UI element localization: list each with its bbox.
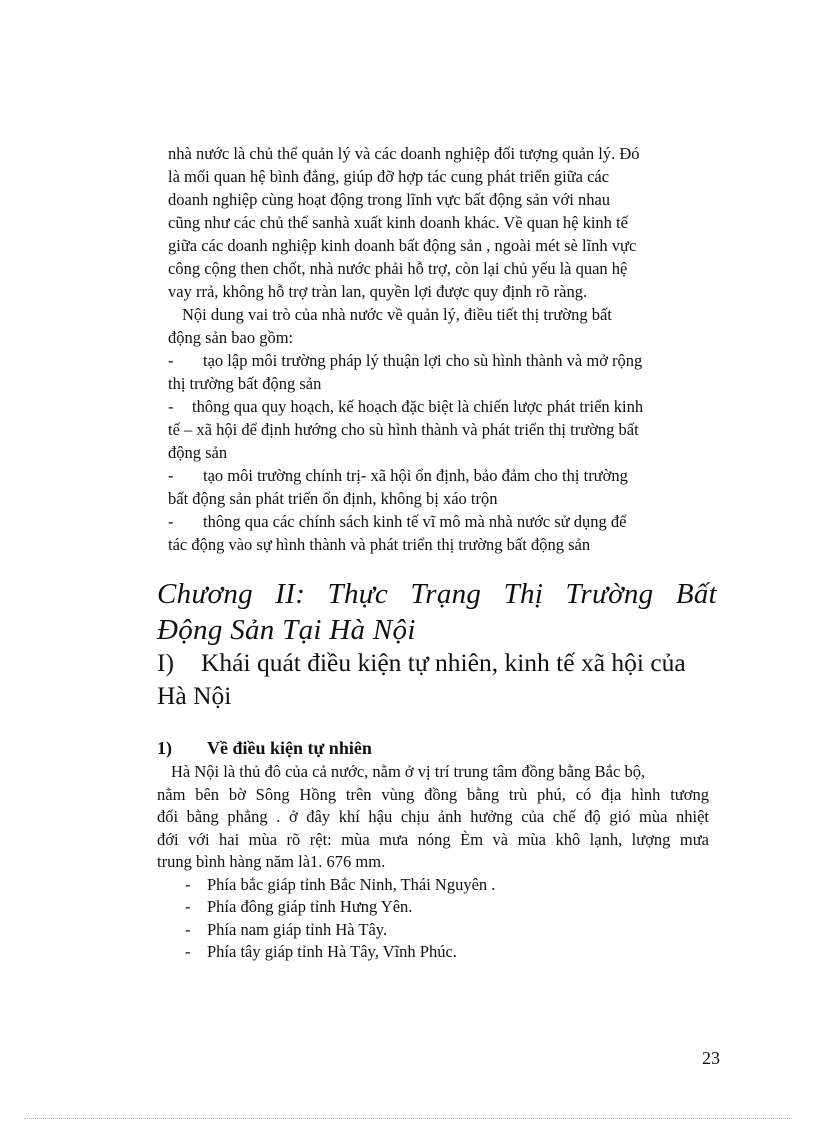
text-line: giữa các doanh nghiệp kinh doanh bất động sản , ngoài mét sè lĩnh vực <box>168 236 637 255</box>
bullet-item <box>168 464 708 487</box>
bullet-text: tạo môi trường chính trị- xã hội ổn định, bảo đảm cho thị trường <box>203 466 628 485</box>
text-line: tế – xã hội để định hướng cho sù hình thành và phát triển thị trường bất <box>168 420 639 439</box>
text-line: cũng như các chủ thể sanhà xuất kinh doanh khác. Về quan hệ kinh tế <box>168 213 628 232</box>
paragraph-state-role <box>168 142 708 556</box>
section-title-line: Hà Nội <box>157 681 232 710</box>
bullet-dash: - <box>185 942 191 961</box>
subsection-title: Về điều kiện tự nhiên <box>207 738 372 758</box>
border-text: Phía tây giáp tỉnh Hà Tây, Vĩnh Phúc. <box>207 942 457 961</box>
page-bottom-divider <box>24 1118 792 1119</box>
text-line: Nội dung vai trò của nhà nước về quản lý, điều tiết thị trường bất <box>182 305 612 324</box>
text-line: tác động vào sự hình thành và phát triển thị trường bất động sản <box>168 535 591 554</box>
chapter-title-line: Chương II: Thực Trạng Thị Trường Bất <box>157 578 717 610</box>
subsection-number: 1) <box>157 738 172 758</box>
section-heading <box>157 646 717 712</box>
text-line: doanh nghiệp cùng hoạt động trong lĩnh vực bất động sản với nhau <box>168 190 611 209</box>
text-line: nằm bên bờ Sông Hồng trên vùng đồng bằng trù phú, có địa hình tương <box>157 784 709 804</box>
border-item <box>157 919 709 942</box>
section-title-line <box>157 646 717 679</box>
section-number: I) <box>157 648 174 677</box>
text-line: vay rrả, không hỗ trợ tràn lan, quyền lợi được quy định rõ ràng. <box>168 282 588 301</box>
text-line: trung bình hàng năm là1. 676 mm. <box>157 852 386 871</box>
text-line: đới với hai mùa rõ rệt: mùa mưa nóng Èm và mùa khô lạnh, lượng mưa <box>157 829 709 849</box>
bullet-dash: - <box>185 919 191 939</box>
bullet-dash: - <box>168 397 174 416</box>
subsection-heading <box>157 736 372 760</box>
paragraph-natural-conditions <box>157 761 709 964</box>
bullet-dash: - <box>168 351 174 370</box>
bullet-text: thông qua các chính sách kinh tế vĩ mô mà nhà nước sử dụng để <box>203 512 627 531</box>
border-item <box>157 896 709 919</box>
chapter-heading <box>157 576 717 648</box>
text-line: đối bằng phẳng . ở đây khí hậu chịu ảnh hưởng của chế độ gió mùa nhiệt <box>157 807 709 826</box>
border-item <box>157 941 709 964</box>
bullet-text: tạo lập môi trường pháp lý thuận lợi cho sù hình thành và mở rộng <box>203 351 643 370</box>
bullet-dash: - <box>168 512 174 531</box>
bullet-dash: - <box>185 897 191 916</box>
bullet-item <box>168 395 708 418</box>
section-title: Khái quát điều kiện tự nhiên, kinh tế xã hội của <box>201 648 686 677</box>
bullet-item <box>168 349 708 372</box>
border-item <box>157 874 709 897</box>
bullet-dash: - <box>185 874 191 894</box>
text-line: công cộng then chốt, nhà nước phải hỗ trợ, còn lại chủ yếu là quan hệ <box>168 259 628 278</box>
border-text: Phía nam giáp tỉnh Hà Tây. <box>207 919 388 939</box>
text-line: là mối quan hệ bình đẳng, giúp đỡ hợp tác cung phát triển giữa các <box>168 167 610 186</box>
text-line: thị trường bất động sản <box>168 374 322 393</box>
text-line: động sản bao gồm: <box>168 328 294 347</box>
text-line: động sản <box>168 443 228 462</box>
bullet-dash: - <box>168 466 174 485</box>
border-text: Phía đông giáp tỉnh Hưng Yên. <box>207 897 413 916</box>
text-line: bất động sản phát triển ổn định, không bị xáo trộn <box>168 489 498 508</box>
text-line: Hà Nội là thủ đô của cả nước, nằm ở vị trí trung tâm đồng bằng Bắc bộ, <box>171 762 646 781</box>
border-text: Phía bắc giáp tỉnh Bắc Ninh, Thái Nguyên . <box>207 874 496 894</box>
text-line: nhà nước là chủ thể quản lý và các doanh nghiệp đối tượng quản lý. Đó <box>168 144 640 163</box>
chapter-title-line: Động Sản Tại Hà Nội <box>157 614 416 646</box>
bullet-item <box>168 510 708 533</box>
page-number: 23 <box>702 1048 720 1068</box>
bullet-text: thông qua quy hoạch, kế hoạch đặc biệt là chiến lược phát triển kinh <box>192 397 644 416</box>
